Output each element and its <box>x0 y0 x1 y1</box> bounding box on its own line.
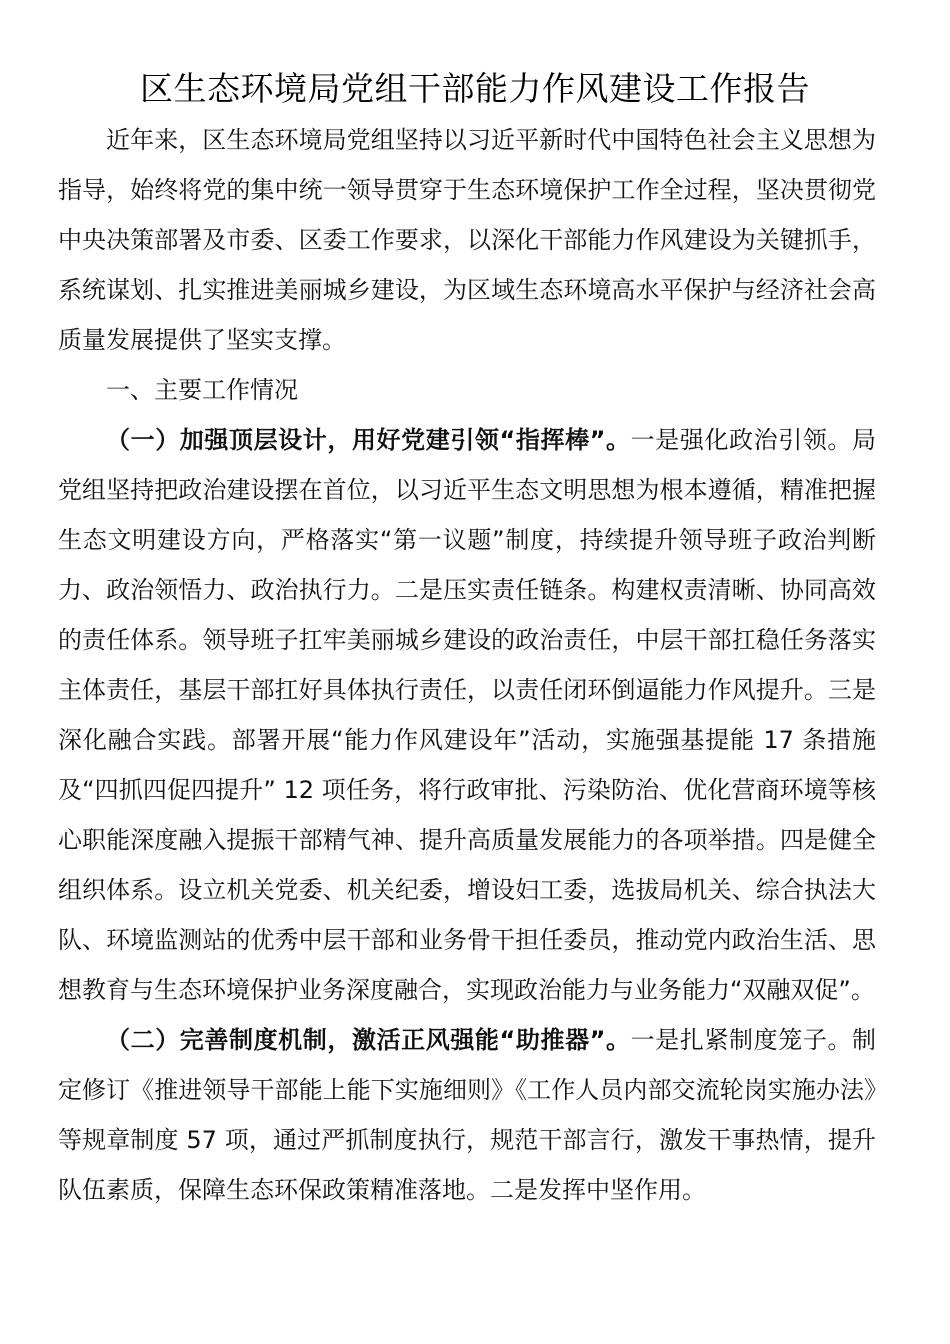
subsection-2-text: 一是扎紧制度笼子。制定修订《推进领导干部能上能下实施细则》《工作人员内部交流轮岗实施办法》等规章制度 57 项，通过严抓制度执行，规范干部言行，激发干事热情，提升队伍素质，保障生态环保政策精准落地。二是发挥中坚作用。 <box>58 1026 877 1204</box>
subsection-1-title: （一）加强顶层设计，用好党建引领“指挥棒”。 <box>106 426 631 454</box>
section-heading-main-work: 一、主要工作情况 <box>106 376 298 404</box>
document-body <box>58 115 876 1215</box>
document-title: 区生态环境局党组干部能力作风建设工作报告 <box>140 69 810 108</box>
subsection-1-text: 一是强化政治引领。局党组坚持把政治建设摆在首位，以习近平生态文明思想为根本遵循，精准把握生态文明建设方向，严格落实“第一议题”制度，持续提升领导班子政治判断力、政治领悟力、政治执行力。二是压实责任链条。构建权责清晰、协同高效的责任体系。领导班子扛牢美丽城乡建设的政治责任，中层干部扛稳任务落实主体责任，基层干部扛好具体执行责任，以责任闭环倒逼能力作风提升。三是深化融合实践。部署开展“能力作风建设年”活动，实施强基提能 17 条措施及“四抓四促四提升” 12 项任务，将行政审批、污染防治、优化营商环境等核心职能深度融入提振干部精气神、提升高质量发展能力的各项举措。四是健全组织体系。设立机关党委、机关纪委，增设妇工委，选拔局机关、综合执法大队、环境监测站的优秀中层干部和业务骨干担任委员，推动党内政治生活、思想教育与生态环境保护业务深度融合，实现政治能力与业务能力“双融双促”。 <box>58 426 877 1004</box>
intro-paragraph: 近年来，区生态环境局党组坚持以习近平新时代中国特色社会主义思想为指导，始终将党的集中统一领导贯穿于生态环境保护工作全过程，坚决贯彻党中央决策部署及市委、区委工作要求，以深化干部能力作风建设为关键抓手，系统谋划、扎实推进美丽城乡建设，为区域生态环境高水平保护与经济社会高质量发展提供了坚实支撑。 <box>58 126 876 354</box>
subsection-2-title: （二）完善制度机制，激活正风强能“助推器”。 <box>106 1026 631 1054</box>
subsection-2-paragraph <box>58 1015 876 1215</box>
subsection-1-paragraph <box>58 415 876 1015</box>
